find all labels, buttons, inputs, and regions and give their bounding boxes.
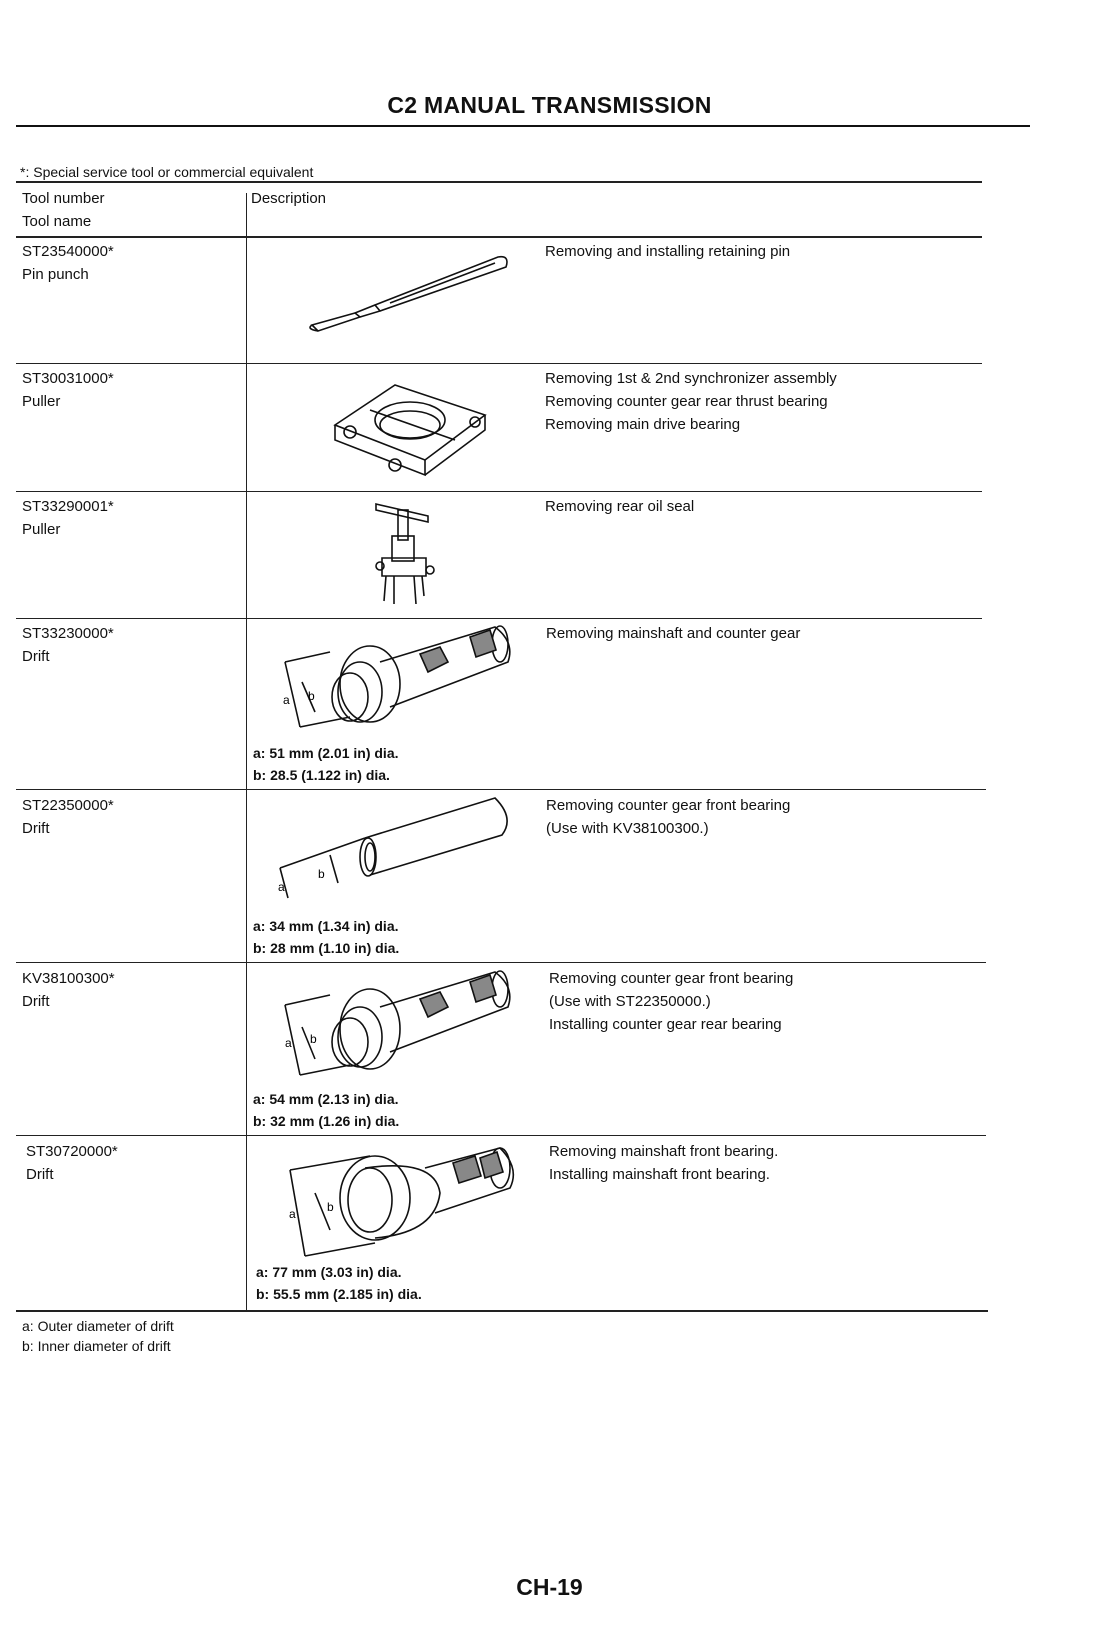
tool-description: Removing 1st & 2nd synchronizer assembly (545, 370, 837, 387)
tool-description: Removing counter gear front bearing (546, 797, 791, 814)
dimension-a: a: 54 mm (2.13 in) dia. (253, 1091, 399, 1107)
drift-icon (270, 967, 525, 1087)
tool-description: Removing main drive bearing (545, 416, 741, 433)
title-rule (16, 125, 1030, 127)
tool-description: Removing mainshaft and counter gear (546, 625, 801, 642)
tool-number: ST30720000* (26, 1143, 118, 1160)
row-rule (16, 491, 982, 492)
tool-name: Drift (22, 820, 50, 837)
tool-description: Removing and installing retaining pin (545, 243, 791, 260)
seal-puller-icon (368, 496, 443, 611)
tool-number: ST30031000* (22, 370, 114, 387)
tool-description: Installing counter gear rear bearing (549, 1016, 782, 1033)
tool-number: ST23540000* (22, 243, 114, 260)
row-rule (16, 363, 982, 364)
tool-description: Removing mainshaft front bearing. (549, 1143, 779, 1160)
row-rule (16, 962, 986, 963)
svg-text:b: b (318, 867, 325, 881)
svg-text:b: b (308, 689, 315, 703)
tool-name: Drift (26, 1166, 54, 1183)
drift-icon (270, 622, 525, 740)
tool-description: Removing counter gear front bearing (549, 970, 794, 987)
tool-number-header: Tool number (22, 190, 105, 207)
footnote-a: a: Outer diameter of drift (22, 1318, 174, 1334)
tool-number: ST33290001* (22, 498, 114, 515)
svg-text:a: a (283, 693, 290, 707)
page-number: CH-19 (516, 1574, 583, 1600)
svg-text:a: a (278, 880, 285, 894)
pin-punch-icon (300, 245, 520, 340)
dimension-b: b: 28 mm (1.10 in) dia. (253, 940, 400, 956)
tool-name-header: Tool name (22, 213, 92, 230)
svg-text:b: b (327, 1200, 334, 1214)
dimension-b: b: 28.5 (1.122 in) dia. (253, 767, 390, 783)
dimension-b: b: 55.5 mm (2.185 in) dia. (256, 1286, 422, 1302)
special-tool-note: *: Special service tool or commercial equivalent (20, 164, 314, 180)
header-rule (16, 236, 982, 238)
drift-large-icon (275, 1138, 525, 1263)
tool-name: Pin punch (22, 266, 89, 283)
tool-name: Puller (22, 393, 61, 410)
table-top-rule (16, 181, 982, 183)
svg-text:a: a (285, 1036, 292, 1050)
tool-description: Removing counter gear rear thrust bearing (545, 393, 828, 410)
column-divider (246, 193, 247, 1310)
svg-text:b: b (310, 1032, 317, 1046)
drift-tube-icon (270, 793, 525, 908)
tool-name: Puller (22, 521, 61, 538)
tool-number: ST33230000* (22, 625, 114, 642)
page-title: C2 MANUAL TRANSMISSION (387, 92, 712, 118)
dimension-a: a: 51 mm (2.01 in) dia. (253, 745, 399, 761)
tool-description: (Use with ST22350000.) (549, 993, 711, 1010)
bearing-puller-icon (325, 370, 495, 480)
row-rule (16, 618, 982, 619)
row-rule (16, 1135, 986, 1136)
row-rule (16, 789, 986, 790)
dimension-a: a: 77 mm (3.03 in) dia. (256, 1264, 402, 1280)
tool-description: Removing rear oil seal (545, 498, 695, 515)
tool-name: Drift (22, 993, 50, 1010)
tool-description: (Use with KV38100300.) (546, 820, 709, 837)
tool-number: ST22350000* (22, 797, 114, 814)
tool-number: KV38100300* (22, 970, 115, 987)
footnote-b: b: Inner diameter of drift (22, 1338, 171, 1354)
tool-name: Drift (22, 648, 50, 665)
dimension-b: b: 32 mm (1.26 in) dia. (253, 1113, 400, 1129)
description-header: Description (251, 190, 327, 207)
table-bottom-rule (16, 1310, 988, 1312)
tool-description: Installing mainshaft front bearing. (549, 1166, 770, 1183)
dimension-a: a: 34 mm (1.34 in) dia. (253, 918, 399, 934)
svg-text:a: a (289, 1207, 296, 1221)
